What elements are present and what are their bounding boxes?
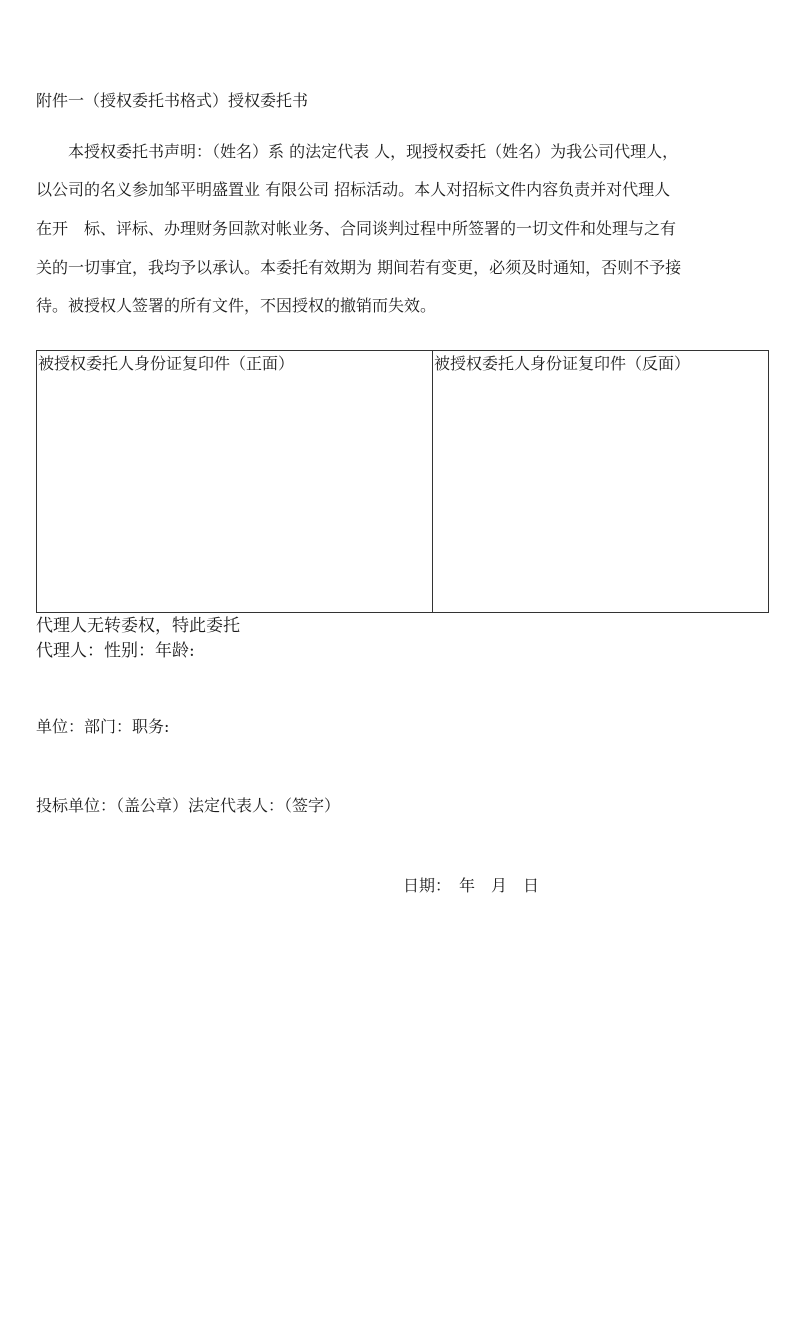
- id-back-label: 被授权委托人身份证复印件（反面）: [434, 354, 691, 373]
- id-front-label: 被授权委托人身份证复印件（正面）: [38, 354, 295, 373]
- date-line: 日期： 年 月 日: [403, 876, 540, 895]
- statement-line: 本授权委托书声明：（姓名）系 的法定代表 人，现授权委托（姓名）为我公司代理人，: [36, 142, 679, 161]
- bidder-signature-line: 投标单位：（盖公章）法定代表人：（签字）: [36, 796, 341, 815]
- statement-line: 待。被授权人签署的所有文件，不因授权的撤销而失效。: [36, 296, 437, 315]
- unit-info-line: 单位：部门：职务:: [36, 717, 170, 736]
- id-front-cell: [37, 351, 433, 612]
- id-copy-table: [36, 350, 769, 613]
- statement-line: 在开 标、评标、办理财务回款对帐业务、合同谈判过程中所签署的一切文件和处理与之有: [36, 219, 677, 238]
- statement-line: 以公司的名义参加邹平明盛置业 有限公司 招标活动。本人对招标文件内容负责并对代理人: [36, 180, 671, 199]
- no-transfer-statement: 代理人无转委权，特此委托: [36, 616, 240, 636]
- agent-info-line: 代理人：性别：年龄:: [36, 641, 195, 661]
- statement-line: 关的一切事宜，我均予以承认。本委托有效期为 期间若有变更，必须及时通知，否则不予接: [36, 258, 682, 277]
- id-back-cell: [433, 351, 768, 612]
- document-title: 附件一（授权委托书格式）授权委托书: [36, 91, 309, 110]
